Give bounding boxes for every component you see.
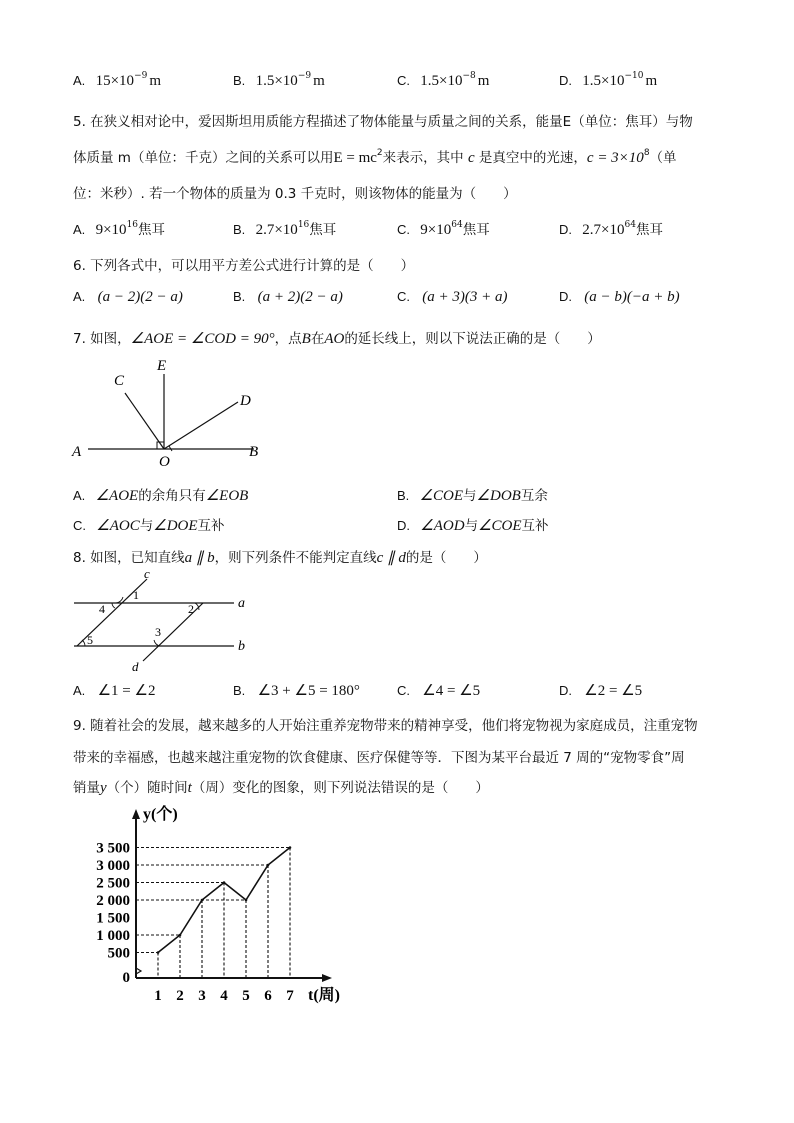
q6-option-b[interactable]: B. (a + 2)(2 − a) — [233, 289, 343, 305]
angle-5-arc — [82, 640, 85, 646]
y-axis-label: y(个) — [143, 806, 178, 823]
x-tick-label: 7 — [286, 988, 294, 1004]
q8-option-b[interactable]: B. ∠3 + ∠5 = 180° — [233, 683, 360, 699]
angle-3-label: 3 — [155, 625, 161, 639]
q5-stem-line1: 5. 在狭义相对论中，爱因斯坦用质能方程描述了物体能量与质量之间的关系，能量E（单位：焦耳）与物 — [73, 114, 693, 130]
y-tick-label: 3 500 — [96, 840, 130, 857]
x-tick-label: 6 — [264, 988, 272, 1004]
angle-1-arc — [116, 597, 123, 603]
data-point — [267, 864, 270, 867]
x-tick-label: 3 — [198, 988, 206, 1004]
q8-option-c[interactable]: C. ∠4 = ∠5 — [397, 683, 481, 699]
angle-1-label: 1 — [133, 588, 139, 602]
q9-sales-chart — [80, 803, 360, 1008]
y-tick-label: 2 000 — [96, 893, 130, 909]
data-point — [289, 846, 292, 849]
q8-stem: 8. 如图，已知直线a ∥ b，则下列条件不能判定直线c ∥ d的是（ ） — [73, 550, 487, 566]
x-tick-label: 4 — [220, 988, 228, 1004]
y-tick-label: 3 000 — [96, 858, 130, 874]
q4-option-a[interactable]: A. $15\times 10^{-9}$ m — [73, 71, 162, 89]
line-d-label: d — [132, 659, 139, 674]
ray-od — [164, 402, 238, 449]
q7-option-a[interactable]: A. ∠AOE的余角只有∠EOB — [73, 488, 249, 504]
point-o-label: O — [159, 454, 170, 470]
x-tick-label: 2 — [176, 988, 184, 1004]
y-tick-label: 1 000 — [96, 928, 130, 944]
y-axis-arrow — [132, 809, 140, 819]
data-point — [179, 934, 182, 937]
q8-parallel-lines-figure — [68, 566, 258, 676]
x-tick-label: 1 — [154, 988, 162, 1004]
q7-stem: 7. 如图，∠AOE = ∠COD = 90°，点B在AO的延长线上，则以下说法正确的是（ ） — [73, 331, 601, 347]
q4-option-b[interactable]: B. $1.5\times 10^{-9}$ m — [233, 71, 325, 89]
angle-2-label: 2 — [188, 602, 194, 616]
q6-option-c[interactable]: C. (a + 3)(3 + a) — [397, 289, 508, 305]
x-tick-label: 5 — [242, 988, 250, 1004]
y-tick-label: 2 500 — [96, 875, 130, 892]
q4-option-d[interactable]: D. $1.5\times 10^{-10}$ m — [559, 71, 658, 89]
point-c-label: C — [114, 373, 125, 389]
angle-4-arc — [112, 603, 115, 608]
q5-option-c[interactable]: C. $9\times 10^{64}$焦耳 — [397, 220, 490, 238]
point-d-label: D — [240, 393, 251, 409]
q5-option-a[interactable]: A. $9\times 10^{16}$焦耳 — [73, 220, 166, 238]
q6-option-d[interactable]: D. (a − b)(−a + b) — [559, 289, 680, 305]
q5-option-d[interactable]: D. $2.7\times 10^{64}$焦耳 — [559, 220, 663, 238]
q5-stem-line3: 位：米秒）. 若一个物体的质量为 0.3 千克时，则该物体的能量为（ ） — [73, 186, 517, 202]
q6-option-a[interactable]: A. (a − 2)(2 − a) — [73, 289, 183, 305]
data-point — [201, 899, 204, 902]
x-axis-label: t(周) — [308, 987, 340, 1004]
q5-stem-line2: 体质量 m（单位：千克）之间的关系可以用$E = mc^2$来表示，其中 c 是真空中的光速，$c = 3\times 10^8$（单 — [73, 148, 677, 166]
line-c-label: c — [144, 566, 150, 581]
y-tick-label: 500 — [107, 945, 130, 962]
q9-stem-line2: 带来的幸福感，也越来越注重宠物的饮食健康、医疗保健等等．下图为某平台最近 7 周的“宠物零食”周 — [73, 750, 685, 766]
y-tick-label: 0 — [122, 970, 130, 986]
ray-oc — [125, 393, 164, 449]
q6-stem: 6. 下列各式中，可以用平方差公式进行计算的是（ ） — [73, 258, 415, 274]
data-point — [223, 881, 226, 884]
x-axis-arrow — [322, 974, 332, 982]
angle-5-label: 5 — [87, 633, 93, 647]
y-tick-label: 1 500 — [96, 910, 130, 927]
point-b-label: B — [249, 444, 259, 460]
angle-4-label: 4 — [99, 602, 105, 616]
q7-option-c[interactable]: C. ∠AOC与∠DOE互补 — [73, 518, 225, 534]
data-point — [245, 899, 248, 902]
q9-stem-line3: 销量y（个）随时间t（周）变化的图象，则下列说法错误的是（ ） — [73, 780, 489, 796]
line-a-label: a — [238, 596, 245, 611]
line-b-label: b — [238, 639, 245, 654]
data-point — [157, 951, 160, 954]
q7-option-b[interactable]: B. ∠COE与∠DOB互余 — [397, 488, 548, 504]
q4-option-c[interactable]: C. $1.5\times 10^{-8}$ m — [397, 71, 490, 89]
line-d — [143, 603, 203, 661]
point-e-label: E — [157, 358, 167, 374]
point-a-label: A — [72, 444, 82, 460]
q5-option-b[interactable]: B. $2.7\times 10^{16}$焦耳 — [233, 220, 337, 238]
q8-option-d[interactable]: D. ∠2 = ∠5 — [559, 683, 643, 699]
q9-stem-line1: 9. 随着社会的发展，越来越多的人开始注重养宠物带来的精神享受，他们将宠物视为家庭成员，注重宠物 — [73, 718, 698, 734]
q7-angle-figure — [68, 352, 278, 472]
q8-option-a[interactable]: A. ∠1 = ∠2 — [73, 683, 156, 699]
q7-option-d[interactable]: D. ∠AOD与∠COE互补 — [397, 518, 549, 534]
